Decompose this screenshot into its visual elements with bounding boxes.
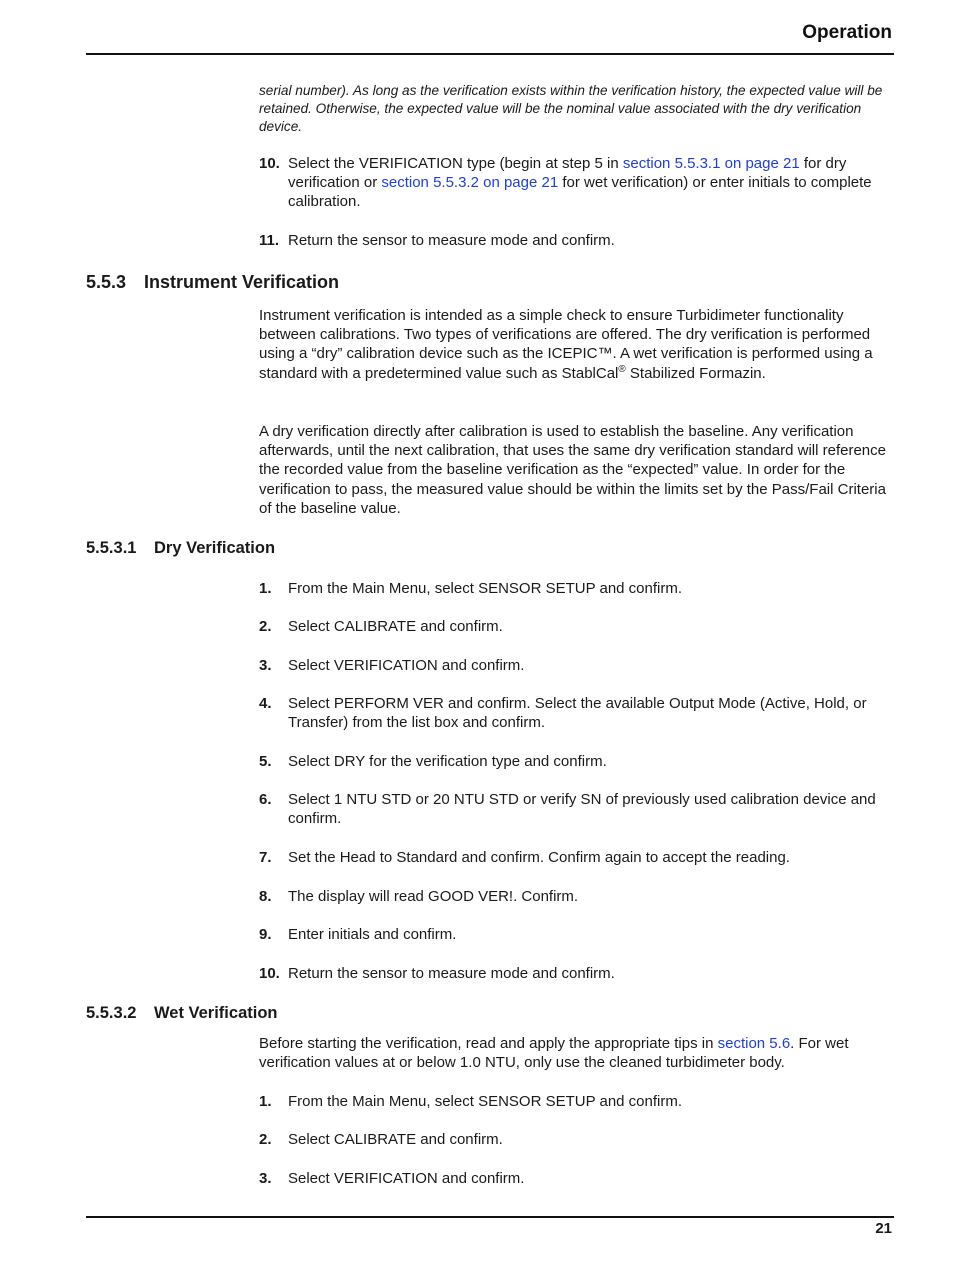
step-text-part: for wet verification) or enter initials to complete calibration. [288,174,872,211]
step-number: 6. [259,791,272,808]
step-text: Select PERFORM VER and confirm. Select the available Output Mode (Active, Hold, or Transfer) from the list box and confirm. [288,695,867,732]
step-number: 8. [259,888,272,905]
section-heading-5531 [86,539,275,558]
section-number: 5.5.3 [86,272,127,292]
list-item [259,790,895,828]
section-heading-553 [86,272,339,293]
step-number: 9. [259,926,272,943]
section-number: 5.5.3.1 [86,539,137,557]
step-text: The display will read GOOD VER!. Confirm. [288,888,579,905]
step-text-part: for dry verification or [288,155,847,192]
step-text: Select VERIFICATION and confirm. [288,1170,525,1187]
step-text: Return the sensor to measure mode and confirm. [288,965,615,982]
step-number: 1. [259,1093,272,1110]
step-number: 3. [259,657,272,674]
step-number: 11. [259,232,280,249]
section-title: Instrument Verification [144,272,340,292]
list-item [259,848,895,867]
paragraph-text: Before starting the verification, read and apply the appropriate tips in [259,1035,718,1052]
section-title: Wet Verification [154,1004,278,1022]
registered-mark: ® [618,363,626,375]
step-text: Select 1 NTU STD or 20 NTU STD or verify SN of previously used calibration device and confirm. [288,791,876,828]
step-text: Enter initials and confirm. [288,926,457,943]
list-item [259,1169,895,1188]
list-item [259,617,895,636]
intro-note: serial number). As long as the verification exists within the verification history, the expected value will be retained. Otherwise, the expected value will be the nominal value associated with the dry verification device. [259,83,883,134]
list-item [259,694,895,732]
step-text: Select CALIBRATE and confirm. [288,618,503,635]
step-number: 2. [259,1131,272,1148]
list-item [259,752,895,771]
step-text: Select CALIBRATE and confirm. [288,1131,503,1148]
step-number: 7. [259,849,272,866]
step-number: 2. [259,618,272,635]
header-rule [86,53,894,55]
list-item [259,887,895,906]
step-text: Select VERIFICATION and confirm. [288,657,525,674]
footer-rule [86,1216,894,1218]
list-item [259,579,895,598]
paragraph-instrument-verification [259,306,895,383]
step-text: Return the sensor to measure mode and confirm. [288,232,615,249]
section-heading-5532 [86,1004,277,1023]
step-text [288,154,895,212]
paragraph-baseline: A dry verification directly after calibration is used to establish the baseline. Any verification afterwards, until the next calibration, that uses the same dry verification standard will reference the recorded value from the baseline verification as the “expected” value. In order for the verification to pass, the measured value should be within the limits set by the Pass/Fail Criteria of the baseline value. [259,423,886,517]
page-number: 21 [875,1220,892,1237]
paragraph-text: Instrument verification is intended as a simple check to ensure Turbidimeter functionality between calibrations. Two types of verifications are offered. The dry verification is performed using a “dry” calibration device such as the ICEPIC™. A wet verification is performed using a standard with a predetermined value such as StablCal [259,307,873,382]
step-text-part: Select the VERIFICATION type (begin at step 5 in [288,155,623,172]
list-item [259,231,895,250]
step-number: 5. [259,753,272,770]
page-header-title: Operation [802,22,892,43]
list-item [259,1130,895,1149]
step-number: 10. [259,155,280,172]
link-section-56[interactable]: section 5.6 [717,1035,791,1052]
link-section-5532[interactable]: section 5.5.3.2 on page 21 [381,174,559,192]
list-item [259,964,895,983]
list-item [259,1092,895,1111]
paragraph-text: Stabilized Formazin. [625,364,766,382]
step-number: 3. [259,1170,272,1187]
list-item [259,656,895,675]
paragraph-text: . For wet verification values at or below 1.0 NTU, only use the cleaned turbidimeter body. [259,1035,849,1072]
paragraph-wet-intro [259,1034,895,1072]
step-text: From the Main Menu, select SENSOR SETUP and confirm. [288,580,683,597]
section-title: Dry Verification [154,539,276,557]
list-item [259,925,895,944]
step-number: 4. [259,695,272,712]
step-text: From the Main Menu, select SENSOR SETUP and confirm. [288,1093,683,1110]
link-section-5531[interactable]: section 5.5.3.1 on page 21 [622,155,800,172]
list-item [259,154,895,212]
step-number: 10. [259,965,280,982]
step-text: Select DRY for the verification type and confirm. [288,753,607,770]
step-text: Set the Head to Standard and confirm. Confirm again to accept the reading. [288,849,790,866]
section-number: 5.5.3.2 [86,1004,137,1022]
step-number: 1. [259,580,272,597]
